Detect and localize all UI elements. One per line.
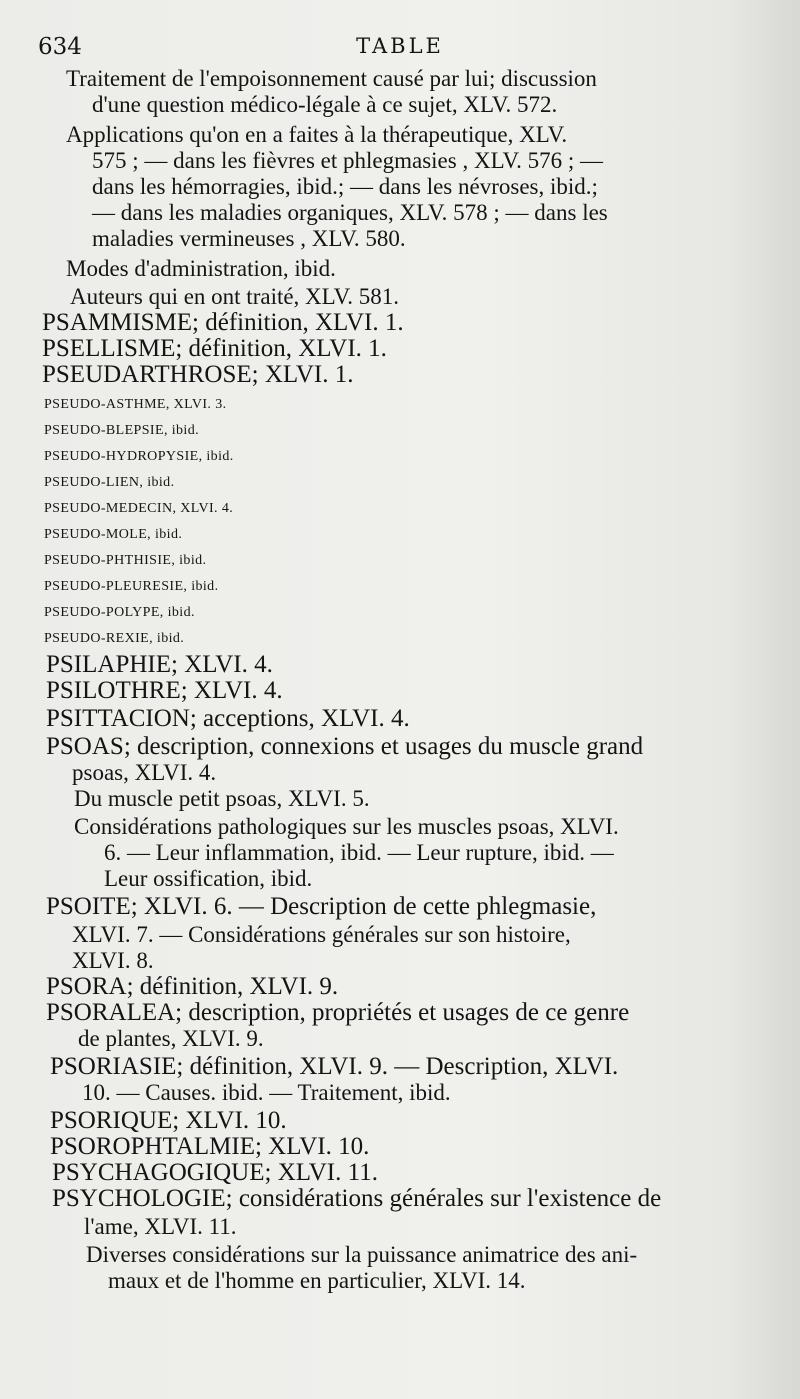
running-title: TABLE (356, 34, 444, 58)
index-line: PSEUDO-PLEURESIE, ibid. (44, 579, 219, 594)
index-line: PSORIASIE; définition, XLVI. 9. — Description, XLVI. (50, 1053, 619, 1080)
index-line: PSEUDO-LIEN, ibid. (44, 475, 175, 490)
index-line: de plantes, XLVI. 9. (78, 1026, 264, 1051)
index-line: PSOITE; XLVI. 6. — Description de cette phlegmasie, (46, 893, 597, 920)
index-line: PSEUDARTHROSE; XLVI. 1. (42, 361, 354, 388)
index-line: PSEUDO-HYDROPYSIE, ibid. (44, 449, 234, 464)
index-line: PSELLISME; définition, XLVI. 1. (42, 335, 387, 362)
index-line: 6. — Leur inflammation, ibid. — Leur rupture, ibid. — (104, 840, 614, 865)
index-line: PSORIQUE; XLVI. 10. (50, 1107, 287, 1134)
index-line: PSEUDO-ASTHME, XLVI. 3. (44, 397, 227, 412)
index-line: PSORALEA; description, propriétés et usages de ce genre (46, 999, 630, 1026)
index-line: PSILOTHRE; XLVI. 4. (46, 677, 283, 704)
index-line: PSEUDO-BLEPSIE, ibid. (44, 423, 200, 438)
index-line: maladies vermineuses , XLV. 580. (92, 226, 406, 251)
index-line: PSORA; définition, XLVI. 9. (46, 973, 339, 1000)
index-line: PSITTACION; acceptions, XLVI. 4. (46, 705, 410, 732)
index-line: PSYCHOLOGIE; considérations générales sur l'existence de (52, 1185, 662, 1212)
index-line: PSYCHAGOGIQUE; XLVI. 11. (52, 1159, 378, 1186)
index-line: 10. — Causes. ibid. — Traitement, ibid. (82, 1080, 451, 1105)
index-line: Applications qu'on en a faites à la thérapeutique, XLV. (66, 122, 568, 147)
index-line: — dans les maladies organiques, XLV. 578 ; — dans les (92, 200, 608, 225)
index-line: maux et de l'homme en particulier, XLVI. 14. (108, 1268, 526, 1293)
index-line: PSEUDO-MEDECIN, XLVI. 4. (44, 501, 234, 516)
index-line: PSAMMISME; définition, XLVI. 1. (42, 309, 404, 336)
index-line: Modes d'administration, ibid. (66, 256, 336, 281)
index-line: Considérations pathologiques sur les muscles psoas, XLVI. (74, 814, 619, 839)
index-line: PSOAS; description, connexions et usages du muscle grand (46, 733, 644, 760)
index-line: PSEUDO-MOLE, ibid. (44, 527, 183, 542)
index-line: d'une question médico-légale à ce sujet, XLV. 572. (92, 92, 558, 117)
index-line: PSOROPHTALMIE; XLVI. 10. (50, 1133, 370, 1160)
index-line: XLVI. 7. — Considérations générales sur son histoire, (72, 922, 571, 947)
index-line: 575 ; — dans les fièvres et phlegmasies , XLV. 576 ; — (92, 148, 604, 173)
index-line: PSEUDO-POLYPE, ibid. (44, 605, 195, 620)
index-line: dans les hémorragies, ibid.; — dans les névroses, ibid.; (92, 174, 598, 199)
index-line: Leur ossification, ibid. (104, 866, 313, 891)
index-line: PSILAPHIE; XLVI. 4. (46, 651, 273, 678)
index-line: psoas, XLVI. 4. (72, 760, 217, 785)
index-line: Du muscle petit psoas, XLVI. 5. (74, 786, 370, 811)
index-line: PSEUDO-PHTHISIE, ibid. (44, 553, 207, 568)
page-edge-shadow (730, 0, 800, 1399)
index-line: Diverses considérations sur la puissance animatrice des ani- (86, 1242, 638, 1267)
index-line: Auteurs qui en ont traité, XLV. 581. (70, 284, 399, 309)
index-line: Traitement de l'empoisonnement causé par lui; discussion (66, 66, 597, 91)
index-line: l'ame, XLVI. 11. (84, 1214, 237, 1239)
index-line: PSEUDO-REXIE, ibid. (44, 631, 185, 646)
index-line: XLVI. 8. (72, 948, 154, 973)
page-number: 634 (38, 34, 82, 60)
